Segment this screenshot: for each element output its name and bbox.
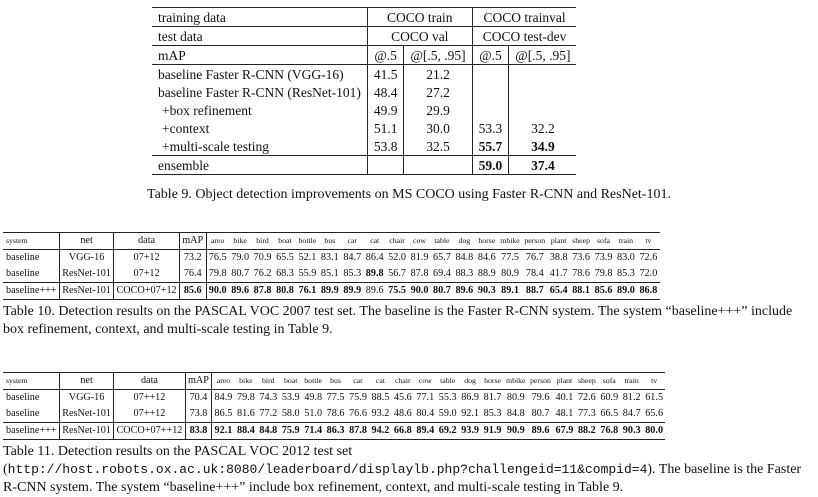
table-cell: 87.8 — [251, 283, 273, 300]
table-cell: 89.6 — [528, 423, 553, 440]
column-header: cat — [363, 233, 385, 250]
t9-test-label: test data — [152, 27, 367, 46]
column-header: sheep — [570, 233, 592, 250]
t9-coco-train: COCO train — [367, 8, 472, 27]
table-cell: 41.7 — [549, 268, 568, 279]
table-cell: 88.2 — [576, 423, 598, 440]
column-header: net — [59, 373, 113, 390]
table-cell: 88.1 — [570, 283, 592, 300]
table-cell: 84.8 — [455, 252, 474, 263]
t9-cell: 29.9 — [404, 101, 472, 119]
table-cell: 69.2 — [436, 423, 458, 440]
table-cell: 76.4 — [179, 266, 206, 283]
table-10 — [3, 232, 660, 300]
table-cell: 61.5 — [645, 392, 664, 403]
column-header: mbike — [498, 233, 522, 250]
t9-header-row-3 — [152, 46, 576, 65]
column-header: bus — [319, 233, 341, 250]
table-cell: 75.9 — [280, 423, 302, 440]
t9-cell — [509, 83, 577, 101]
t9-cell: 32.5 — [404, 137, 472, 156]
table-cell: 76.7 — [525, 252, 544, 263]
table-cell: baseline — [6, 408, 40, 419]
t9-ensemble-cell: 37.4 — [509, 156, 577, 175]
column-header: sofa — [592, 233, 614, 250]
column-header: mbike — [504, 373, 528, 390]
table-cell: 59.0 — [438, 408, 457, 419]
table-cell: 67.9 — [553, 423, 575, 440]
table-cell: 80.7 — [531, 408, 550, 419]
table-cell: 90.0 — [206, 283, 229, 300]
column-header: person — [528, 373, 553, 390]
table-cell: 92.1 — [461, 408, 480, 419]
column-header: person — [522, 233, 547, 250]
table-cell: 86.4 — [365, 252, 384, 263]
table-cell: 77.3 — [577, 408, 596, 419]
table-cell: 51.0 — [304, 408, 323, 419]
table-cell: 07+12 — [114, 266, 180, 283]
column-header: car — [347, 373, 369, 390]
t9-coco-testdev: COCO test-dev — [472, 27, 576, 46]
t9-row-label: +box refinement — [162, 102, 252, 118]
table-9-caption: Table 9. Object detection improvements on MS COCO using Faster R-CNN and ResNet-101. — [147, 187, 671, 202]
column-header: system — [3, 233, 59, 250]
column-header: sheep — [576, 373, 598, 390]
table-cell: COCO+07++12 — [114, 423, 186, 440]
t9-cell — [472, 101, 509, 119]
table-cell: 88.3 — [455, 268, 474, 279]
table-cell: COCO+07+12 — [114, 283, 180, 300]
table-row — [3, 406, 665, 423]
table-cell: ResNet-101 — [59, 283, 113, 300]
table-cell: 78.6 — [572, 268, 591, 279]
table-cell: 85.1 — [320, 268, 339, 279]
table-cell: ResNet-101 — [59, 266, 113, 283]
t9-row-label: +context — [162, 120, 210, 136]
t9-cell: 34.9 — [509, 137, 577, 156]
table-cell: 87.8 — [347, 423, 369, 440]
table-cell: 88.9 — [477, 268, 496, 279]
table-cell: 79.8 — [206, 266, 229, 283]
table-11-caption — [3, 443, 815, 497]
table-cell: 89.9 — [319, 283, 341, 300]
t9-row-label: baseline Faster R-CNN (ResNet-101) — [158, 84, 361, 100]
column-header: mAP — [179, 233, 206, 250]
column-header: train — [620, 373, 642, 390]
column-header: plant — [553, 373, 575, 390]
table-cell: 90.3 — [476, 283, 498, 300]
table-cell: 85.3 — [617, 268, 635, 279]
table-10-caption: Table 10. Detection results on the PASCAL VOC 2007 test set. The baseline is the Faster R-CNN system. The system “baseline+++” include box refinement, context, and multi-scale testing in Table 9. — [3, 304, 793, 337]
table-cell: 73.6 — [572, 252, 591, 263]
table-cell: 52.1 — [298, 252, 317, 263]
table-cell: 40.1 — [555, 392, 574, 403]
table-cell: 84.7 — [622, 408, 641, 419]
t9-ensemble-row — [152, 156, 576, 175]
t9-cell — [509, 101, 577, 119]
table-cell: 76.8 — [598, 423, 620, 440]
table-11-caption-post: ). The baseline is the Faster R-CNN system. The system “baseline+++” include box refinement, context, and multi-scale testing in Table 9. — [3, 462, 802, 495]
t9-row — [152, 65, 576, 84]
table-cell: 89.8 — [365, 268, 384, 279]
table-cell: 66.5 — [600, 408, 619, 419]
column-header: data — [114, 373, 186, 390]
table-cell: 88.5 — [371, 392, 390, 403]
t9-col-2: @[.5, .95] — [404, 46, 472, 65]
t9-header-row-1 — [152, 8, 576, 27]
t9-cell: 48.4 — [367, 83, 404, 101]
table-cell: 07++12 — [114, 406, 186, 423]
column-header: cow — [408, 233, 430, 250]
table-cell: 72.6 — [639, 252, 658, 263]
table-cell: 75.5 — [386, 283, 408, 300]
table-cell: 80.7 — [231, 268, 250, 279]
table-cell: 73.9 — [594, 252, 613, 263]
table-cell: baseline+++ — [3, 283, 59, 300]
table-cell: 83.0 — [617, 252, 635, 263]
table-cell: ResNet-101 — [59, 423, 113, 440]
table-cell: 80.9 — [506, 392, 525, 403]
column-header: dog — [459, 373, 481, 390]
t9-cell — [472, 65, 509, 84]
table-cell: 89.6 — [453, 283, 475, 300]
table-cell: baseline — [6, 252, 40, 263]
table-cell: 78.6 — [326, 408, 345, 419]
table-cell: 77.1 — [416, 392, 435, 403]
table-cell: 81.6 — [236, 408, 255, 419]
column-header: tv — [637, 233, 659, 250]
table-cell: 70.4 — [185, 390, 212, 407]
t9-col-1: @.5 — [367, 46, 404, 65]
column-header: dog — [453, 233, 475, 250]
column-header: mAP — [185, 373, 212, 390]
t9-row-label: baseline Faster R-CNN (VGG-16) — [158, 66, 344, 82]
t9-cell: 49.9 — [367, 101, 404, 119]
table-cell: 85.3 — [483, 408, 502, 419]
table-cell: 84.6 — [477, 252, 496, 263]
t9-cell: 53.3 — [472, 119, 509, 137]
table-cell: 87.8 — [410, 268, 429, 279]
t9-cell: 32.2 — [509, 119, 577, 137]
table-cell: 55.3 — [438, 392, 457, 403]
table-cell: 65.4 — [547, 283, 569, 300]
column-header: sofa — [598, 373, 620, 390]
column-header: boat — [280, 373, 302, 390]
table-cell: 91.9 — [481, 423, 503, 440]
table-cell: 45.6 — [393, 392, 412, 403]
column-header: data — [114, 233, 180, 250]
column-header: tv — [643, 373, 665, 390]
table-cell: 58.0 — [281, 408, 300, 419]
table-cell: baseline — [6, 268, 40, 279]
table-cell: 89.4 — [414, 423, 436, 440]
column-header: bird — [257, 373, 279, 390]
table-cell: 38.8 — [549, 252, 568, 263]
t9-coco-val: COCO val — [367, 27, 472, 46]
table-cell: 65.6 — [645, 408, 664, 419]
table-cell: baseline+++ — [3, 423, 59, 440]
table-cell: 86.8 — [637, 283, 659, 300]
table-cell: 85.3 — [343, 268, 362, 279]
table-cell: 79.0 — [231, 252, 250, 263]
table-cell: 66.8 — [392, 423, 414, 440]
table-cell: 80.8 — [274, 283, 296, 300]
table-11-caption-pre: Table 11. Detection results on the PASCAL VOC 2012 test set ( — [3, 444, 353, 477]
column-header: bike — [229, 233, 251, 250]
table-cell: 90.9 — [504, 423, 528, 440]
t9-coco-trainval: COCO trainval — [472, 8, 576, 27]
table-cell: 83.8 — [185, 423, 212, 440]
column-header: car — [341, 233, 363, 250]
table-cell: 69.4 — [433, 268, 451, 279]
table-cell: 90.3 — [620, 423, 642, 440]
table-cell: 90.0 — [408, 283, 430, 300]
table-cell: 79.8 — [236, 392, 255, 403]
table-cell: 84.7 — [343, 252, 362, 263]
t9-cell: 41.5 — [367, 65, 404, 84]
table-cell: 77.5 — [326, 392, 345, 403]
column-header: boat — [274, 233, 296, 250]
t9-cell: 30.0 — [404, 119, 472, 137]
table-cell: 85.6 — [592, 283, 614, 300]
column-header: horse — [476, 233, 498, 250]
table-11-caption-url[interactable]: http://host.robots.ox.ac.uk:8080/leaderboard/displaylb.php?challengeid=11&compid=4 — [7, 462, 648, 477]
table-cell: 80.0 — [643, 423, 665, 440]
table-cell: 86.3 — [324, 423, 346, 440]
column-header: train — [615, 233, 637, 250]
table-cell: 53.9 — [281, 392, 300, 403]
table-cell: 68.3 — [276, 268, 294, 279]
table-cell: 92.1 — [212, 423, 235, 440]
table-cell: 49.8 — [304, 392, 323, 403]
column-header: cat — [369, 373, 391, 390]
table-cell: 56.7 — [388, 268, 406, 279]
table-cell: 80.4 — [416, 408, 435, 419]
table-row — [3, 250, 660, 267]
table-cell: 80.9 — [501, 268, 519, 279]
table-cell: 70.9 — [253, 252, 272, 263]
t9-row — [152, 101, 576, 119]
table-cell: 89.6 — [363, 283, 385, 300]
table-cell: baseline — [6, 392, 40, 403]
table-cell: 89.1 — [498, 283, 522, 300]
table-cell: 84.8 — [506, 408, 525, 419]
t9-ensemble-label: ensemble — [152, 156, 367, 175]
table-cell: 81.2 — [622, 392, 641, 403]
table-cell: 79.8 — [594, 268, 613, 279]
t9-row — [152, 137, 576, 156]
table-cell: 71.4 — [302, 423, 324, 440]
t9-row-label: +multi-scale testing — [162, 138, 269, 154]
table-cell: 80.7 — [431, 283, 453, 300]
t9-cell: 51.1 — [367, 119, 404, 137]
table-cell: 72.0 — [639, 268, 658, 279]
column-header: cow — [414, 373, 436, 390]
table-9 — [152, 7, 576, 175]
t9-cell: 53.8 — [367, 137, 404, 156]
table-cell: 72.6 — [577, 392, 596, 403]
t9-cell — [367, 156, 404, 175]
column-header: areo — [206, 233, 229, 250]
column-header: table — [431, 233, 453, 250]
t9-col-4: @[.5, .95] — [509, 46, 577, 65]
table-cell: 07++12 — [114, 390, 186, 407]
header-row — [3, 233, 660, 250]
table-cell: 75.9 — [349, 392, 367, 403]
table-cell: 84.9 — [212, 390, 235, 407]
table-cell: 77.2 — [259, 408, 278, 419]
column-header: bird — [251, 233, 273, 250]
table-cell: 86.5 — [212, 406, 235, 423]
t9-cell: 21.2 — [404, 65, 472, 84]
table-cell: 93.2 — [371, 408, 390, 419]
column-header: horse — [481, 373, 503, 390]
table-cell: 79.6 — [531, 392, 550, 403]
table-cell: 89.0 — [615, 283, 637, 300]
table-row — [3, 423, 665, 440]
table-cell: 60.9 — [600, 392, 619, 403]
t9-header-row-2 — [152, 27, 576, 46]
t9-cell: 27.2 — [404, 83, 472, 101]
column-header: chair — [386, 233, 408, 250]
table-cell: 76.5 — [206, 250, 229, 267]
table-cell: 76.1 — [296, 283, 318, 300]
table-row — [3, 283, 660, 300]
table-cell: 73.2 — [179, 250, 206, 267]
column-header: bike — [235, 373, 257, 390]
t9-cell — [472, 83, 509, 101]
table-cell: 81.7 — [483, 392, 502, 403]
t9-row — [152, 119, 576, 137]
t9-training-label: training data — [152, 8, 367, 27]
table-cell: 07+12 — [114, 250, 180, 267]
table-cell: 76.6 — [349, 408, 367, 419]
table-cell: VGG-16 — [59, 390, 113, 407]
t9-cell — [509, 65, 577, 84]
table-cell: 83.1 — [320, 252, 339, 263]
t9-cell — [404, 156, 472, 175]
table-cell: 77.5 — [501, 252, 519, 263]
table-cell: 89.6 — [229, 283, 251, 300]
table-cell: 65.5 — [276, 252, 294, 263]
t9-row — [152, 83, 576, 101]
column-header: chair — [392, 373, 414, 390]
table-cell: 93.9 — [459, 423, 481, 440]
table-cell: 88.7 — [522, 283, 547, 300]
column-header: net — [59, 233, 113, 250]
table-row — [3, 390, 665, 407]
column-header: system — [3, 373, 59, 390]
table-cell: 78.4 — [525, 268, 544, 279]
table-cell: 48.1 — [555, 408, 574, 419]
table-cell: 81.9 — [410, 252, 429, 263]
table-cell: 84.8 — [257, 423, 279, 440]
table-cell: 48.6 — [393, 408, 412, 419]
t9-ensemble-cell: 59.0 — [472, 156, 509, 175]
table-cell: 65.7 — [433, 252, 451, 263]
table-cell: 94.2 — [369, 423, 391, 440]
column-header: bottle — [302, 373, 324, 390]
table-cell: 73.8 — [185, 406, 212, 423]
table-cell: 89.9 — [341, 283, 363, 300]
column-header: plant — [547, 233, 569, 250]
table-cell: VGG-16 — [59, 250, 113, 267]
table-cell: ResNet-101 — [59, 406, 113, 423]
table-cell: 76.2 — [253, 268, 272, 279]
table-cell: 88.4 — [235, 423, 257, 440]
table-cell: 85.6 — [179, 283, 206, 300]
header-row — [3, 373, 665, 390]
column-header: bus — [324, 373, 346, 390]
table-cell: 52.0 — [388, 252, 406, 263]
table-row — [3, 266, 660, 283]
table-11 — [3, 372, 665, 440]
column-header: bottle — [296, 233, 318, 250]
table-cell: 55.9 — [298, 268, 317, 279]
table-cell: 86.9 — [461, 392, 480, 403]
t9-cell: 55.7 — [472, 137, 509, 156]
column-header: areo — [212, 373, 235, 390]
t9-col-3: @.5 — [472, 46, 509, 65]
t9-map-label: mAP — [152, 46, 367, 65]
column-header: table — [436, 373, 458, 390]
table-cell: 74.3 — [259, 392, 278, 403]
